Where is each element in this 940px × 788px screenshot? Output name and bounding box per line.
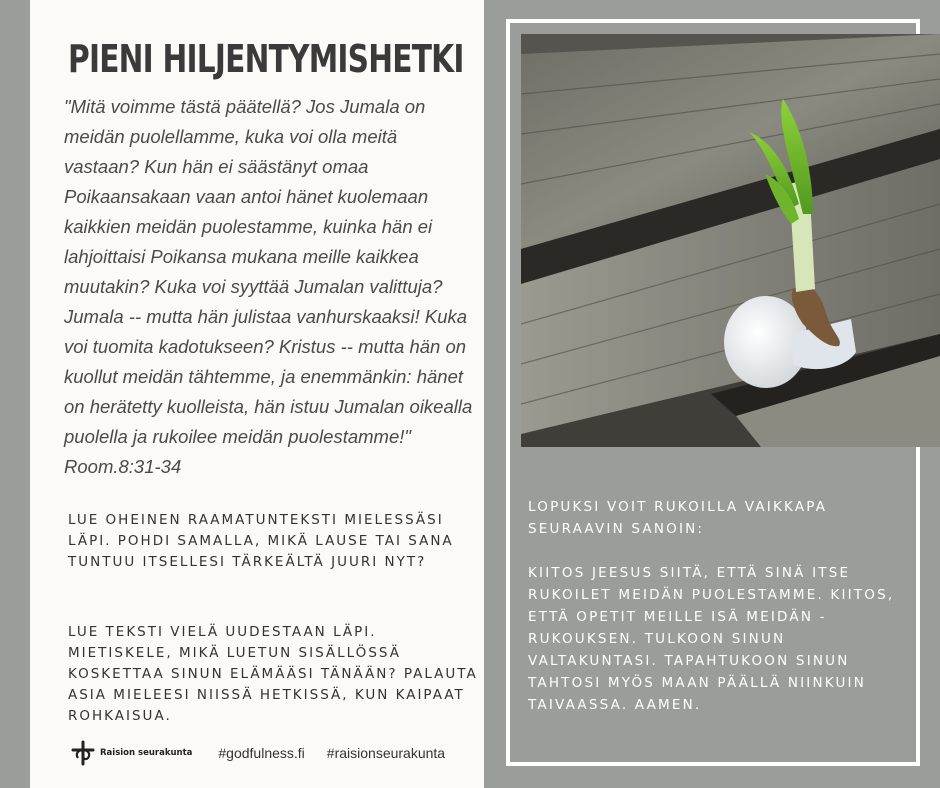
parish-logo xyxy=(70,740,192,766)
bible-quote: "Mitä voimme tästä päätellä? Jos Jumala on meidän puolellamme, kuka voi olla meitä vastaan? Kun hän ei säästänyt omaa Poikaansakaan vaan antoi hänet kuolemaan kaikkien meidän puolestamme, kuinka hän ei lahjoittaisi Poikansa mukana meille kaikkea muutakin? Kuka voi syyttää Jumalan valittuja? Jumala -- mutta hän julistaa vanhurskaaksi! Kuka voi tuomita kadotukseen? Kristus -- mutta hän on kuollut meidän tähtemme, ja enemmänkin: hänet on herätetty kuolleista, hän istuu Jumalan oikealla puolella ja rukoilee meidän puolestamme!" Room.8:31-34 xyxy=(64,96,473,477)
footer xyxy=(70,738,490,768)
prayer-body: KIITOS JEESUS SIITÄ, ETTÄ SINÄ ITSE RUKOILET MEIDÄN PUOLESTAMME. KIITOS, ETTÄ OPETIT MEILLE ISÄ MEIDÄN -RUKOUKSEN. TULKOON SINUN VALTAKUNTASI. TAPAHTUKOON SINUN TAHTOSI MYÖS MAAN PÄÄLLÄ NIINKUIN TAIVAASSA. AAMEN. xyxy=(528,565,895,713)
cross-logo-icon xyxy=(70,740,96,766)
instruction-1: LUE OHEINEN RAAMATUNTEKSTI MIELESSÄSI LÄPI. POHDI SAMALLA, MIKÄ LAUSE TAI SANA TUNTUU ITSELLESI TÄRKEÄLTÄ JUURI NYT? xyxy=(68,512,454,570)
hashtag-godfulness: #godfulness.fi xyxy=(218,745,305,761)
instruction-2: LUE TEKSTI VIELÄ UUDESTAAN LÄPI. MIETISKELE, MIKÄ LUETUN SISÄLLÖSSÄ KOSKETTAA SINUN ELÄMÄÄSI TÄNÄÄN? PALAUTA ASIA MIELEESI NIISSÄ HETKISSÄ, KUN KAIPAAT ROHKAISUA. xyxy=(68,624,478,724)
logo-text: Raision seurakunta xyxy=(100,748,193,758)
hashtag-raisionseurakunta: #raisionseurakunta xyxy=(326,745,446,761)
page-title: PIENI HILJENTYMISHETKI xyxy=(68,37,464,81)
sprout-eggshell-photo xyxy=(521,34,940,447)
prayer-intro: LOPUKSI VOIT RUKOILLA VAIKKAPA SEURAAVIN SANOIN: xyxy=(528,499,828,537)
text-card xyxy=(30,0,484,788)
prayer-text xyxy=(528,496,918,716)
